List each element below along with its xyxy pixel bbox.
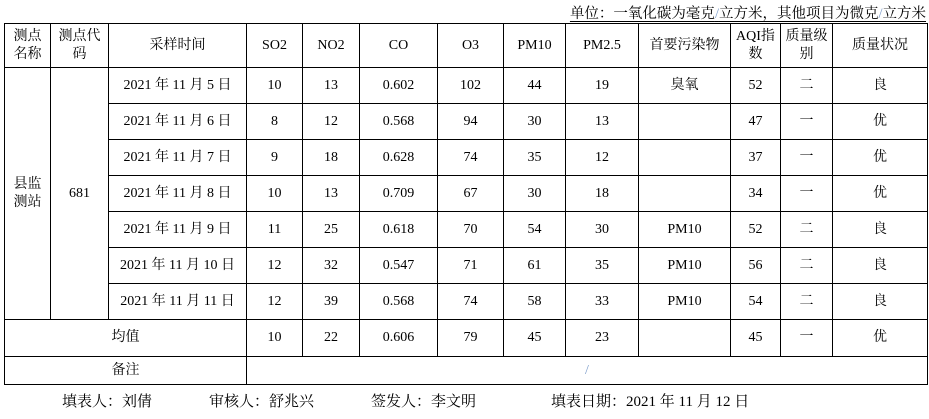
- filled-by-label: 填表人：刘倩: [62, 394, 153, 410]
- cell-pm10: 58: [504, 284, 566, 320]
- mean-co: 0.606: [360, 320, 438, 357]
- cell-level: 二: [781, 212, 833, 248]
- cell-status: 良: [833, 212, 928, 248]
- mean-level: 一: [781, 320, 833, 357]
- cell-pm10: 44: [504, 68, 566, 104]
- cell-primary-pollutant: 臭氧: [639, 68, 731, 104]
- cell-primary-pollutant: [639, 176, 731, 212]
- cell-so2: 9: [247, 140, 303, 176]
- cell-pm25: 35: [566, 248, 639, 284]
- cell-so2: 12: [247, 284, 303, 320]
- table-row: [5, 248, 928, 284]
- cell-level: 一: [781, 176, 833, 212]
- cell-pm10: 54: [504, 212, 566, 248]
- header-o3: O3: [438, 24, 504, 68]
- header-station-code: 测点代码: [51, 24, 109, 68]
- cell-co: 0.709: [360, 176, 438, 212]
- mean-status: 优: [833, 320, 928, 357]
- cell-co: 0.547: [360, 248, 438, 284]
- mean-row: [5, 320, 928, 357]
- cell-aqi: 56: [731, 248, 781, 284]
- header-co: CO: [360, 24, 438, 68]
- cell-co: 0.568: [360, 104, 438, 140]
- table-row: [5, 104, 928, 140]
- header-quality-level: 质量级别: [781, 24, 833, 68]
- fill-date-label: 填表日期：2021 年 11 月 12 日: [551, 394, 750, 410]
- cell-status: 良: [833, 248, 928, 284]
- cell-aqi: 34: [731, 176, 781, 212]
- header-station-name: 测点名称: [5, 24, 51, 68]
- cell-co: 0.568: [360, 284, 438, 320]
- reviewed-by-label: 审核人：舒兆兴: [209, 394, 315, 410]
- table-row: [5, 284, 928, 320]
- header-no2: NO2: [303, 24, 360, 68]
- cell-pm25: 13: [566, 104, 639, 140]
- header-sample-time: 采样时间: [109, 24, 247, 68]
- cell-status: 优: [833, 140, 928, 176]
- cell-aqi: 37: [731, 140, 781, 176]
- cell-no2: 32: [303, 248, 360, 284]
- cell-pm25: 19: [566, 68, 639, 104]
- cell-date: 2021 年 11 月 8 日: [109, 176, 247, 212]
- unit-slash-icon: /: [714, 6, 719, 22]
- cell-pm10: 30: [504, 104, 566, 140]
- cell-aqi: 47: [731, 104, 781, 140]
- header-pm10: PM10: [504, 24, 566, 68]
- cell-aqi: 52: [731, 68, 781, 104]
- header-so2: SO2: [247, 24, 303, 68]
- unit-slash-icon: /: [878, 6, 883, 22]
- cell-co: 0.628: [360, 140, 438, 176]
- header-quality-status: 质量状况: [833, 24, 928, 68]
- cell-o3: 74: [438, 140, 504, 176]
- cell-no2: 13: [303, 176, 360, 212]
- table-row: [5, 212, 928, 248]
- mean-pm25: 23: [566, 320, 639, 357]
- cell-level: 二: [781, 248, 833, 284]
- cell-pm10: 30: [504, 176, 566, 212]
- cell-level: 一: [781, 140, 833, 176]
- cell-no2: 18: [303, 140, 360, 176]
- unit-note-text: 单位：一氧化碳为毫克: [569, 6, 715, 22]
- remark-row: [5, 357, 928, 385]
- cell-pm25: 12: [566, 140, 639, 176]
- cell-no2: 12: [303, 104, 360, 140]
- air-quality-table: [4, 23, 928, 385]
- unit-note-text: 立方米: [882, 6, 926, 22]
- signature-footer: [0, 390, 929, 411]
- cell-status: 良: [833, 68, 928, 104]
- cell-primary-pollutant: PM10: [639, 212, 731, 248]
- mean-label: 均值: [5, 320, 247, 357]
- table-row: [5, 140, 928, 176]
- cell-so2: 10: [247, 176, 303, 212]
- cell-pm10: 61: [504, 248, 566, 284]
- mean-o3: 79: [438, 320, 504, 357]
- mean-aqi: 45: [731, 320, 781, 357]
- mean-pm10: 45: [504, 320, 566, 357]
- header-pm25: PM2.5: [566, 24, 639, 68]
- cell-primary-pollutant: PM10: [639, 284, 731, 320]
- cell-pm25: 30: [566, 212, 639, 248]
- cell-pm10: 35: [504, 140, 566, 176]
- cell-co: 0.602: [360, 68, 438, 104]
- cell-level: 一: [781, 104, 833, 140]
- station-name-cell: 县监测站: [5, 68, 51, 320]
- cell-primary-pollutant: [639, 104, 731, 140]
- cell-pm25: 18: [566, 176, 639, 212]
- mean-primary-pollutant: [639, 320, 731, 357]
- cell-no2: 25: [303, 212, 360, 248]
- cell-status: 良: [833, 284, 928, 320]
- header-primary-pollutant: 首要污染物: [639, 24, 731, 68]
- cell-primary-pollutant: [639, 140, 731, 176]
- cell-aqi: 54: [731, 284, 781, 320]
- cell-o3: 71: [438, 248, 504, 284]
- remark-value: /: [247, 357, 928, 385]
- cell-aqi: 52: [731, 212, 781, 248]
- unit-note-text: 立方米，其他项目为微克: [718, 6, 879, 22]
- cell-status: 优: [833, 176, 928, 212]
- remark-label: 备注: [5, 357, 247, 385]
- mean-so2: 10: [247, 320, 303, 357]
- cell-level: 二: [781, 284, 833, 320]
- cell-date: 2021 年 11 月 11 日: [109, 284, 247, 320]
- cell-no2: 39: [303, 284, 360, 320]
- cell-no2: 13: [303, 68, 360, 104]
- cell-date: 2021 年 11 月 5 日: [109, 68, 247, 104]
- cell-date: 2021 年 11 月 9 日: [109, 212, 247, 248]
- cell-o3: 94: [438, 104, 504, 140]
- cell-primary-pollutant: PM10: [639, 248, 731, 284]
- mean-no2: 22: [303, 320, 360, 357]
- cell-date: 2021 年 11 月 10 日: [109, 248, 247, 284]
- cell-o3: 74: [438, 284, 504, 320]
- cell-so2: 8: [247, 104, 303, 140]
- cell-pm25: 33: [566, 284, 639, 320]
- cell-date: 2021 年 11 月 7 日: [109, 140, 247, 176]
- cell-o3: 102: [438, 68, 504, 104]
- cell-date: 2021 年 11 月 6 日: [109, 104, 247, 140]
- cell-co: 0.618: [360, 212, 438, 248]
- table-row: [5, 176, 928, 212]
- cell-o3: 67: [438, 176, 504, 212]
- cell-status: 优: [833, 104, 928, 140]
- cell-level: 二: [781, 68, 833, 104]
- station-code-cell: 681: [51, 68, 109, 320]
- table-row: [5, 68, 928, 104]
- cell-so2: 12: [247, 248, 303, 284]
- cell-so2: 10: [247, 68, 303, 104]
- issued-by-label: 签发人：李文明: [371, 394, 477, 410]
- unit-note: [570, 2, 926, 23]
- header-aqi-index: AQI指数: [731, 24, 781, 68]
- cell-o3: 70: [438, 212, 504, 248]
- table-header-row: [5, 24, 928, 68]
- cell-so2: 11: [247, 212, 303, 248]
